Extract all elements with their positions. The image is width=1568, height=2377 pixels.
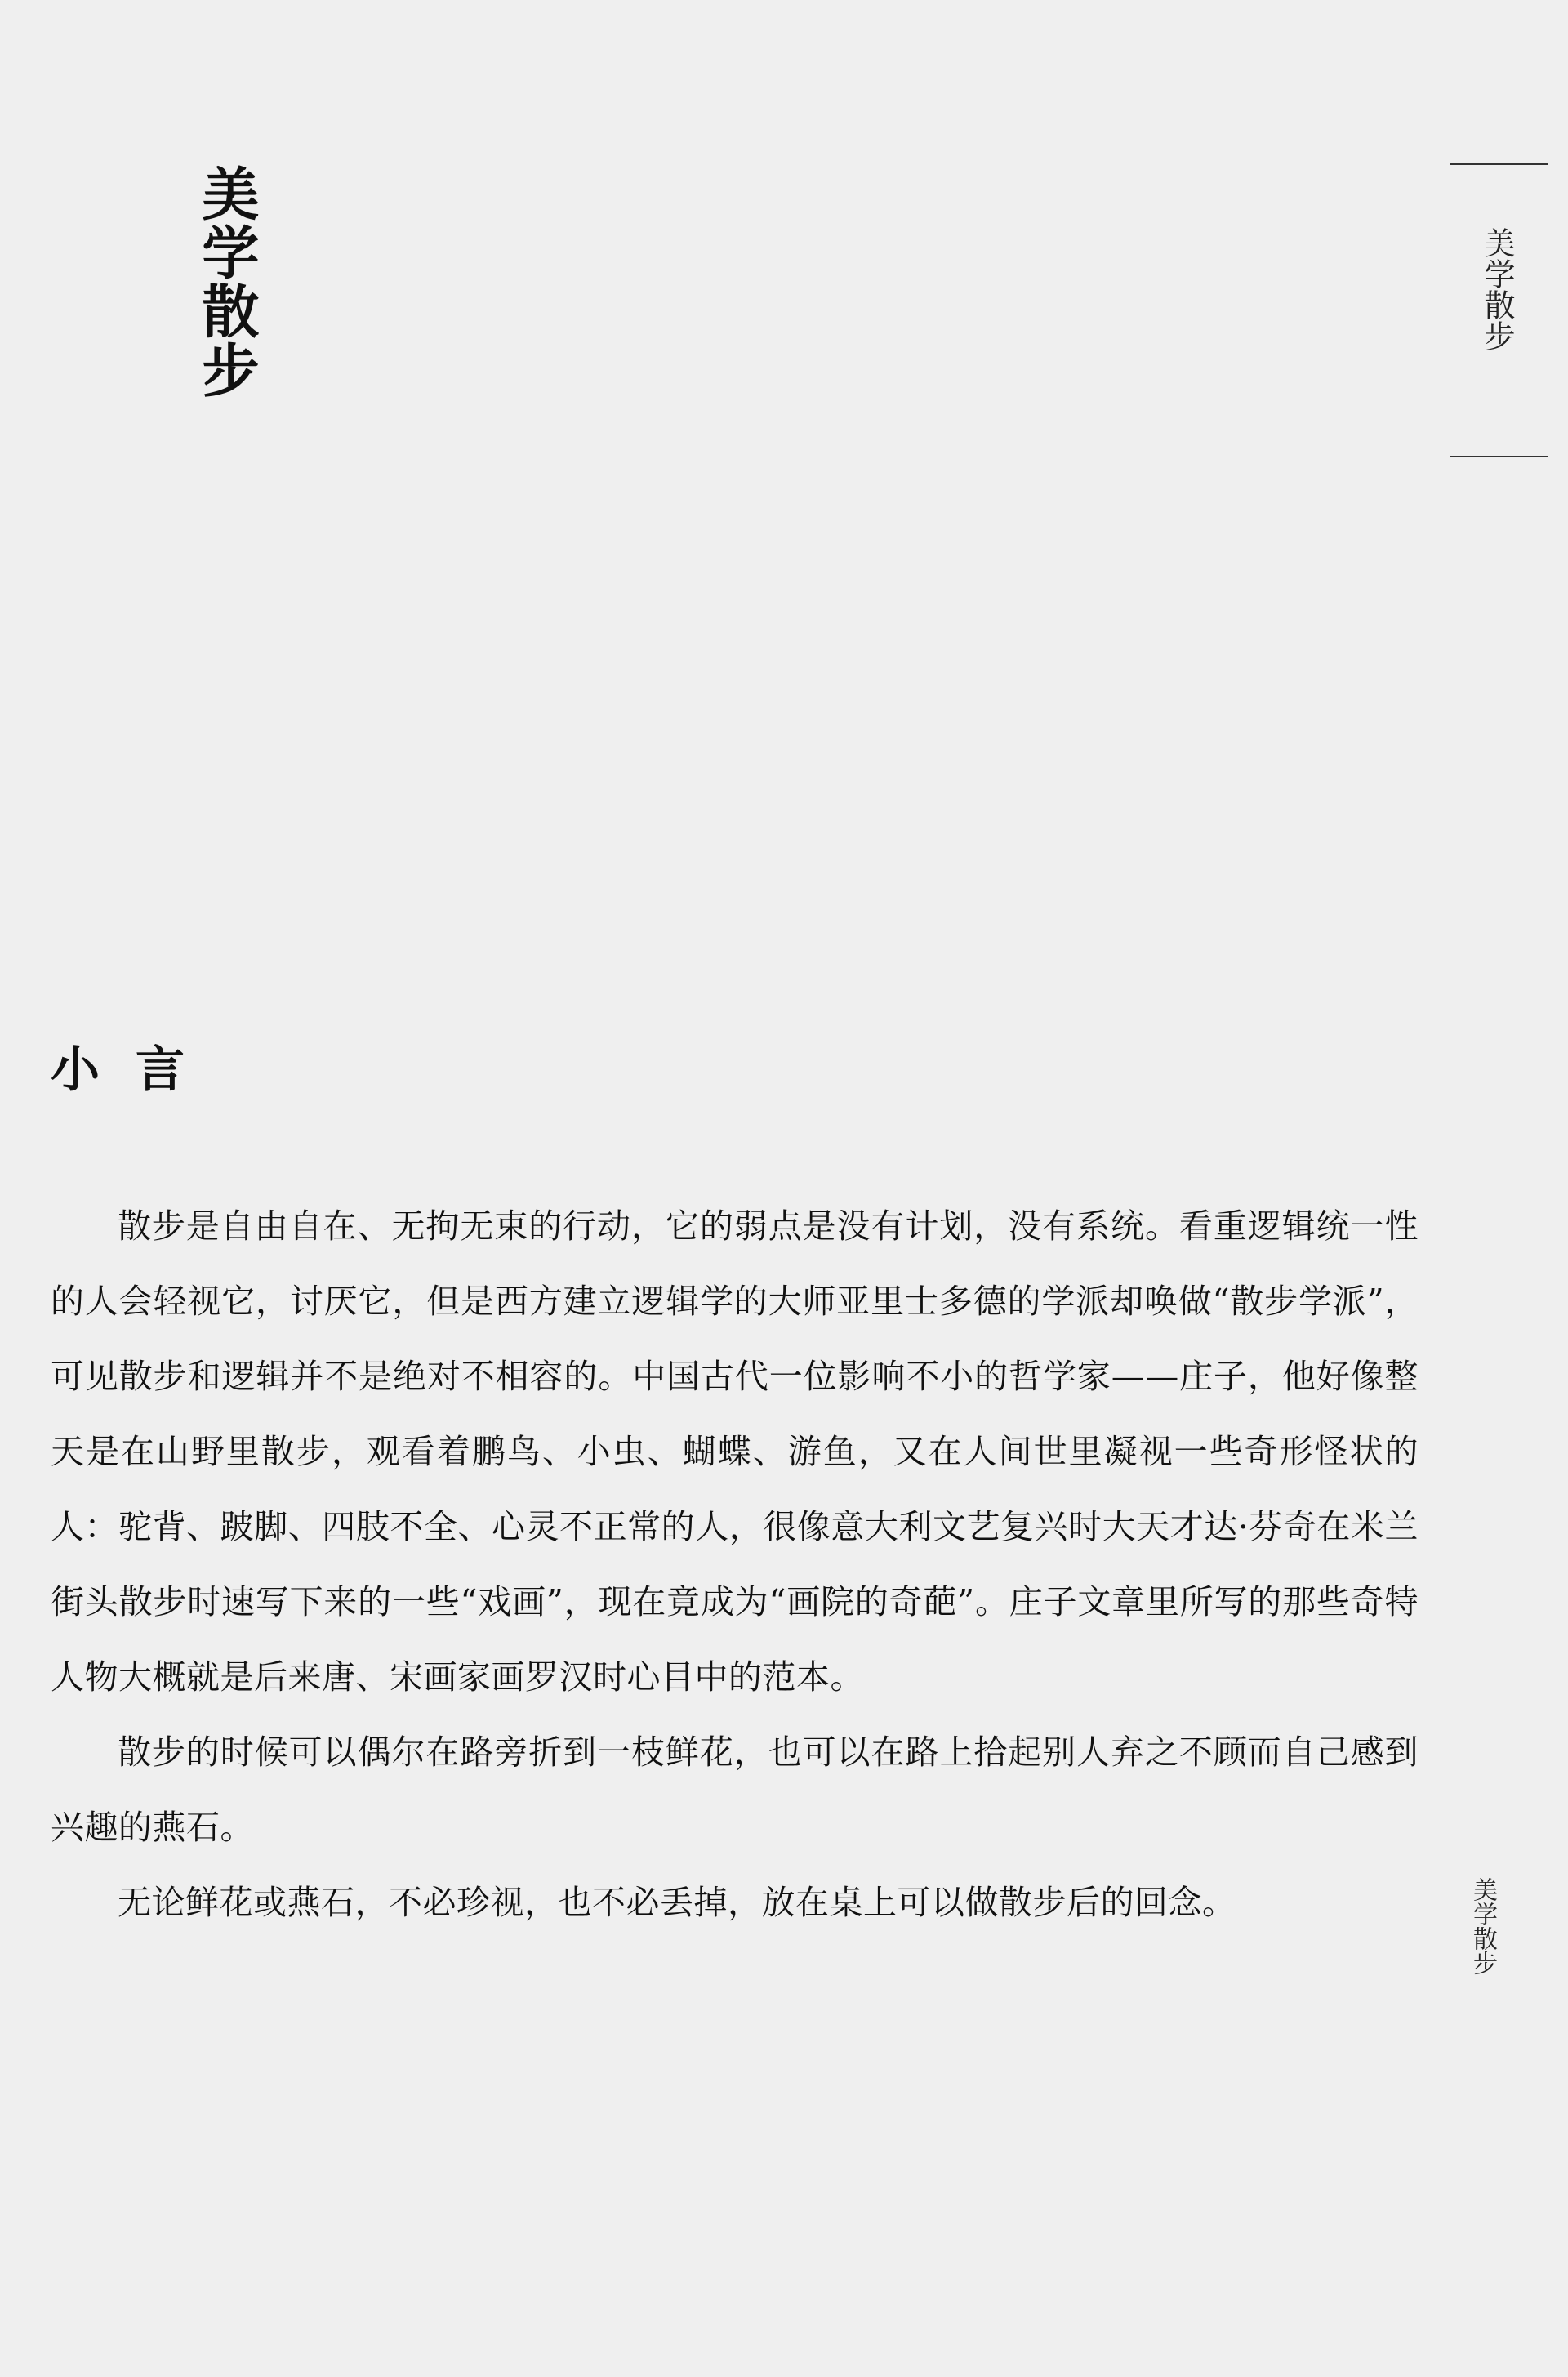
paragraph-2: 散步的时候可以偶尔在路旁折到一枝鲜花，也可以在路上拾起别人弃之不顾而自己感到兴趣的燕石。 <box>51 1733 1419 1847</box>
paragraph-1: 散步是自由自在、无拘无束的行动，它的弱点是没有计划，没有系统。看重逻辑统一性的人会轻视它，讨厌它，但是西方建立逻辑学的大师亚里士多德的学派却唤做“散步学派”，可见散步和逻辑并不是绝对不相容的。中国古代一位影响不小的哲学家——庄子，他好像整天是在山野里散步，观看着鹏鸟、小虫、蝴蝶、游鱼，又在人间世里凝视一些奇形怪状的人：驼背、跛脚、四肢不全、心灵不正常的人，很像意大利文艺复兴时大天才达·芬奇在米兰街头散步时速写下来的一些“戏画”，现在竟成为“画院的奇葩”。庄子文章里所写的那些奇特人物大概就是后来唐、宋画家画罗汉时心目中的范本。 <box>51 1206 1419 1697</box>
paragraph-3: 无论鲜花或燕石，不必珍视，也不必丢掉，放在桌上可以做散步后的回念。 <box>118 1883 1236 1922</box>
side-tab-top-rule <box>1450 163 1548 165</box>
book-title-vertical: 美学散步 <box>193 164 261 399</box>
side-tab-bottom-rule <box>1450 456 1548 457</box>
section-title: 小言 <box>51 1041 220 1099</box>
side-tab-label: 美学散步 <box>1479 227 1515 351</box>
side-tab-small-label: 美学散步 <box>1468 1877 1497 1975</box>
section-body <box>51 1188 1419 1940</box>
